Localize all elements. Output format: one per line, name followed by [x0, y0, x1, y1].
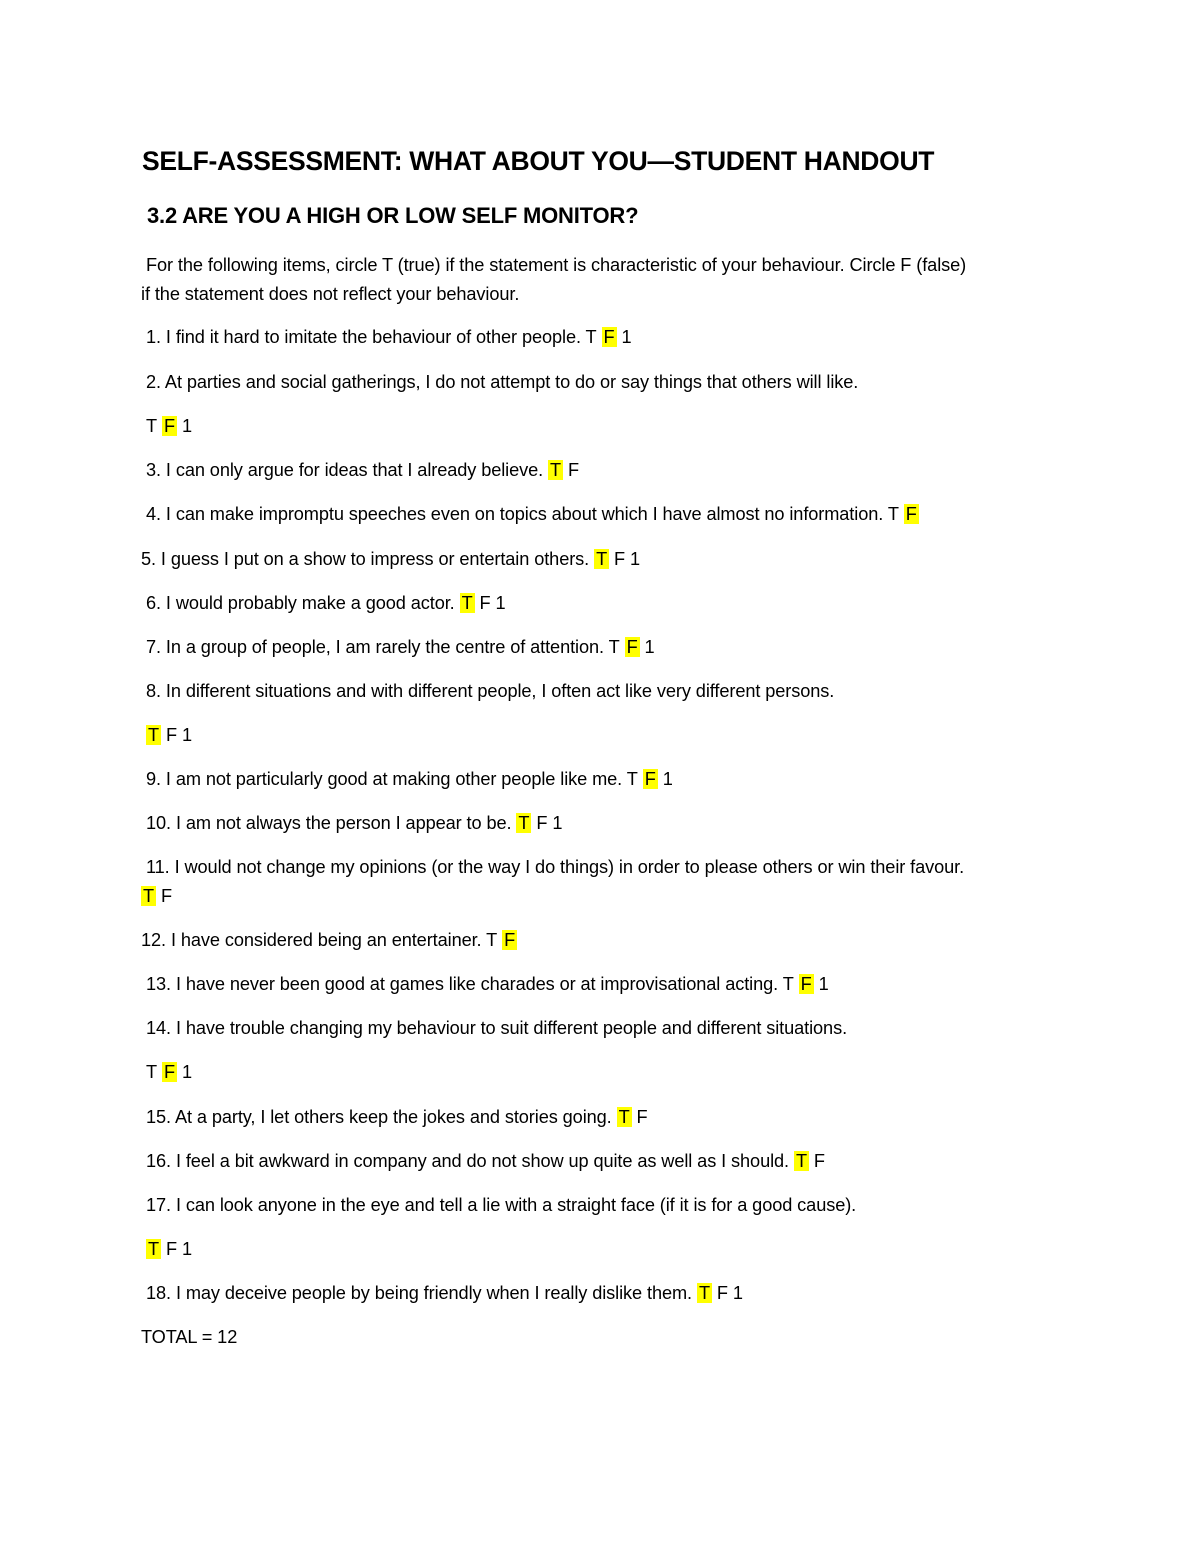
item-number: 16.	[146, 1151, 171, 1171]
answer-true[interactable]: T	[795, 1151, 807, 1171]
item-score: 1	[644, 637, 655, 657]
item-number: 1.	[146, 327, 161, 347]
question-item	[146, 1193, 856, 1217]
answer-true[interactable]: T	[698, 1283, 710, 1303]
item-text: I can make impromptu speeches even on topics about which I have almost no information.	[165, 504, 884, 524]
answer-false[interactable]: F	[644, 769, 656, 789]
item-number: 13.	[146, 974, 171, 994]
question-item	[146, 811, 562, 835]
answer-true[interactable]: T	[626, 769, 638, 789]
item-number: 12.	[141, 930, 166, 950]
question-item	[146, 502, 919, 526]
answer-false[interactable]: F	[614, 549, 626, 569]
answer-true[interactable]: T	[618, 1107, 630, 1127]
section-title: 3.2 ARE YOU A HIGH OR LOW SELF MONITOR?	[147, 203, 639, 228]
item-text: I am not always the person I appear to be.	[175, 813, 512, 833]
question-item	[146, 635, 655, 659]
item-score: 1	[181, 416, 192, 436]
item-number: 3.	[146, 460, 161, 480]
answer-line	[146, 414, 192, 438]
answer-true[interactable]: T	[143, 886, 155, 906]
question-item	[146, 679, 834, 703]
item-score: 1	[181, 1239, 192, 1259]
answer-line	[141, 884, 172, 908]
answer-false[interactable]: F	[603, 327, 615, 347]
answer-line	[146, 1237, 192, 1261]
question-item	[146, 1149, 825, 1173]
item-number: 2.	[146, 372, 161, 392]
question-item	[146, 591, 506, 615]
instructions-line-1: For the following items, circle T (true) if the statement is characteristic of your behaviour. Circle F (false)	[146, 255, 967, 275]
item-text: I find it hard to imitate the behaviour of other people.	[165, 327, 581, 347]
answer-true[interactable]: T	[146, 1062, 158, 1082]
item-number: 17.	[146, 1195, 171, 1215]
answer-false[interactable]: F	[536, 813, 548, 833]
item-text: I feel a bit awkward in company and do not show up quite as well as I should.	[175, 1151, 789, 1171]
answer-false[interactable]: F	[160, 886, 172, 906]
item-number: 7.	[146, 637, 161, 657]
answer-true[interactable]: T	[461, 593, 473, 613]
item-score: 1	[732, 1283, 743, 1303]
question-item	[146, 972, 829, 996]
answer-false[interactable]: F	[479, 593, 491, 613]
item-number: 9.	[146, 769, 161, 789]
answer-false[interactable]: F	[800, 974, 812, 994]
item-number: 15.	[146, 1107, 171, 1127]
question-item	[146, 767, 673, 791]
item-text: I guess I put on a show to impress or entertain others.	[160, 549, 590, 569]
question-item	[146, 1105, 648, 1129]
answer-false[interactable]: F	[626, 637, 638, 657]
item-number: 8.	[146, 681, 161, 701]
question-item	[141, 928, 517, 952]
answer-true[interactable]: T	[146, 416, 158, 436]
item-text: I may deceive people by being friendly when I really dislike them.	[175, 1283, 692, 1303]
item-number: 6.	[146, 593, 161, 613]
answer-true[interactable]: T	[148, 725, 160, 745]
answer-true[interactable]: T	[585, 327, 597, 347]
answer-false[interactable]: F	[716, 1283, 728, 1303]
answer-true[interactable]: T	[608, 637, 620, 657]
question-item	[141, 547, 640, 571]
answer-line	[146, 1060, 192, 1084]
item-score: 1	[630, 549, 641, 569]
page-title: SELF-ASSESSMENT: WHAT ABOUT YOU—STUDENT HANDOUT	[142, 146, 935, 176]
answer-line	[146, 723, 192, 747]
answer-true[interactable]: T	[550, 460, 562, 480]
item-score: 1	[818, 974, 829, 994]
item-text: At a party, I let others keep the jokes and stories going.	[174, 1107, 612, 1127]
item-score: 1	[552, 813, 563, 833]
answer-true[interactable]: T	[486, 930, 498, 950]
item-number: 11.	[146, 857, 170, 877]
answer-true[interactable]: T	[596, 549, 608, 569]
answer-false[interactable]: F	[163, 1062, 175, 1082]
answer-false[interactable]: F	[165, 725, 177, 745]
answer-false[interactable]: F	[636, 1107, 648, 1127]
answer-true[interactable]: T	[148, 1239, 160, 1259]
item-score: 1	[662, 769, 673, 789]
item-number: 4.	[146, 504, 161, 524]
item-number: 18.	[146, 1283, 171, 1303]
total-score: TOTAL = 12	[141, 1327, 238, 1347]
item-score: 1	[621, 327, 632, 347]
item-text: I would probably make a good actor.	[165, 593, 455, 613]
item-score: 1	[181, 1062, 192, 1082]
answer-false[interactable]: F	[504, 930, 516, 950]
question-item	[146, 855, 964, 879]
item-score: 1	[495, 593, 506, 613]
item-text: In a group of people, I am rarely the centre of attention.	[165, 637, 604, 657]
answer-false[interactable]: F	[568, 460, 580, 480]
answer-true[interactable]: T	[782, 974, 794, 994]
item-number: 5.	[141, 549, 156, 569]
item-text: In different situations and with different people, I often act like very different persons.	[165, 681, 835, 701]
item-text: I have never been good at games like charades or at improvisational acting.	[175, 974, 779, 994]
instructions-line-2: if the statement does not reflect your behaviour.	[141, 284, 520, 304]
item-score: 1	[181, 725, 192, 745]
answer-true[interactable]: T	[887, 504, 899, 524]
question-item	[146, 1016, 847, 1040]
item-text: I have considered being an entertainer.	[170, 930, 482, 950]
item-text: I have trouble changing my behaviour to suit different people and different situations.	[175, 1018, 848, 1038]
question-item	[146, 1281, 743, 1305]
item-text: At parties and social gatherings, I do not attempt to do or say things that others will like.	[164, 372, 859, 392]
item-text: I would not change my opinions (or the way I do things) in order to please others or win their favour.	[174, 857, 965, 877]
answer-false[interactable]: F	[905, 504, 917, 524]
item-number: 10.	[146, 813, 171, 833]
answer-false[interactable]: F	[165, 1239, 177, 1259]
answer-false[interactable]: F	[163, 416, 175, 436]
answer-true[interactable]: T	[518, 813, 530, 833]
question-item	[146, 458, 579, 482]
question-item	[146, 370, 858, 394]
item-number: 14.	[146, 1018, 171, 1038]
answer-false[interactable]: F	[813, 1151, 825, 1171]
question-item	[146, 325, 632, 349]
item-text: I can look anyone in the eye and tell a lie with a straight face (if it is for a good cause).	[175, 1195, 857, 1215]
item-text: I can only argue for ideas that I already believe.	[165, 460, 544, 480]
item-text: I am not particularly good at making other people like me.	[165, 769, 623, 789]
